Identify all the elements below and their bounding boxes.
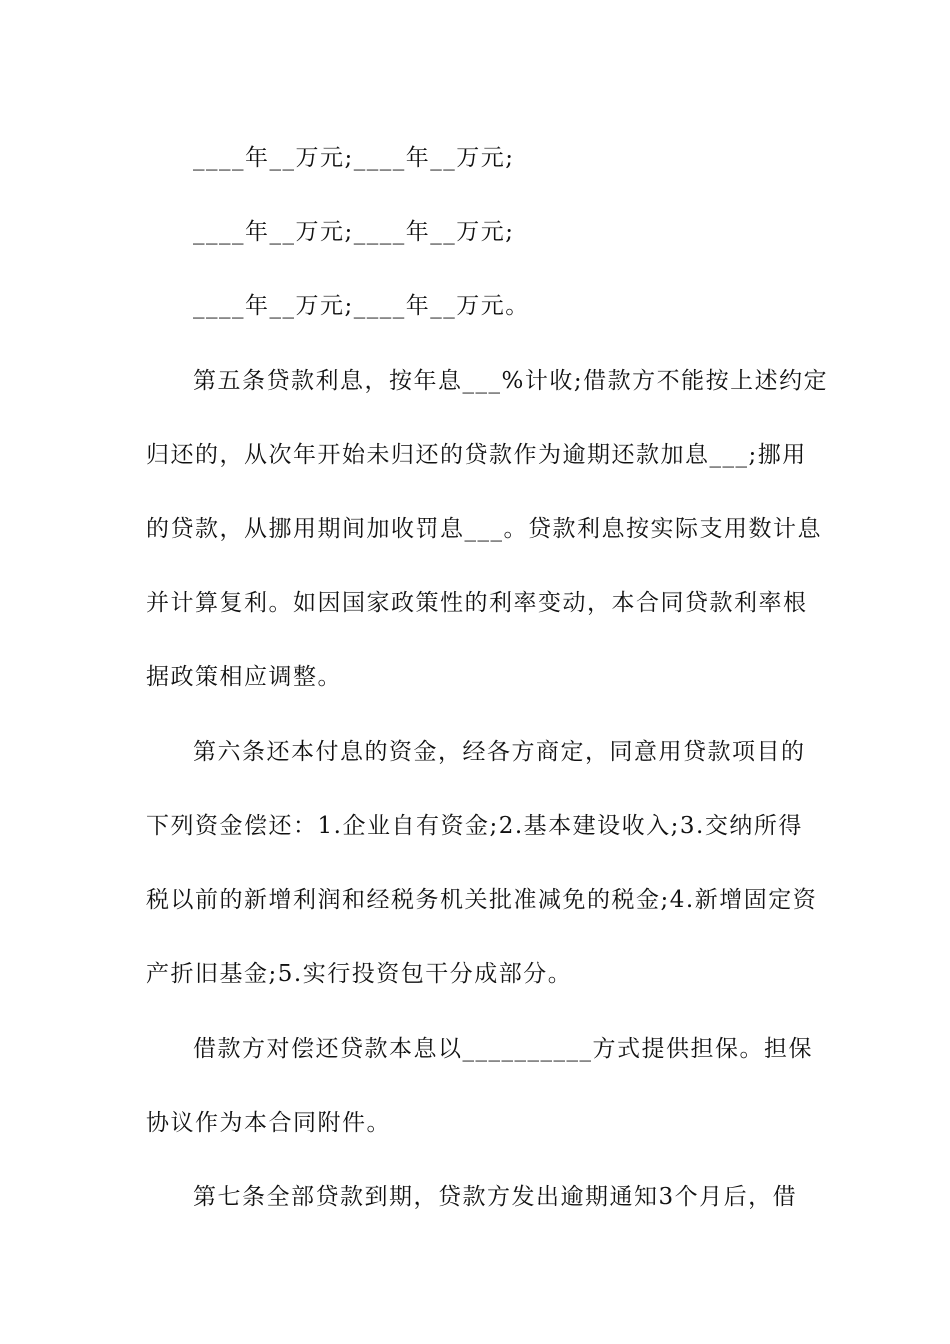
article-6-line-1: 第六条还本付息的资金，经各方商定，同意用贷款项目的 (193, 739, 806, 765)
guarantee-line-1: 借款方对偿还贷款本息以__________方式提供担保。担保 (193, 1036, 813, 1062)
article-5-line-5: 据政策相应调整。 (146, 664, 342, 690)
article-5-line-4: 并计算复利。如因国家政策性的利率变动，本合同贷款利率根 (146, 590, 808, 616)
article-7-line-1: 第七条全部贷款到期，贷款方发出逾期通知3个月后，借 (193, 1184, 798, 1210)
repayment-schedule-line-3: ____年__万元;____年__万元。 (193, 293, 530, 319)
article-5-line-3: 的贷款，从挪用期间加收罚息___。贷款利息按实际支用数计息 (146, 516, 822, 542)
article-6-line-3: 税以前的新增利润和经税务机关批准减免的税金;4.新增固定资 (146, 887, 818, 913)
article-6-line-4: 产折旧基金;5.实行投资包干分成部分。 (146, 961, 573, 987)
repayment-schedule-line-2: ____年__万元;____年__万元; (193, 219, 515, 245)
article-6-line-2: 下列资金偿还：1.企业自有资金;2.基本建设收入;3.交纳所得 (146, 813, 803, 839)
guarantee-line-2: 协议作为本合同附件。 (146, 1110, 391, 1136)
repayment-schedule-line-1: ____年__万元;____年__万元; (193, 145, 515, 171)
article-5-line-1: 第五条贷款利息，按年息___%计收;借款方不能按上述约定 (193, 368, 829, 394)
article-5-line-2: 归还的，从次年开始未归还的贷款作为逾期还款加息___;挪用 (146, 442, 807, 468)
